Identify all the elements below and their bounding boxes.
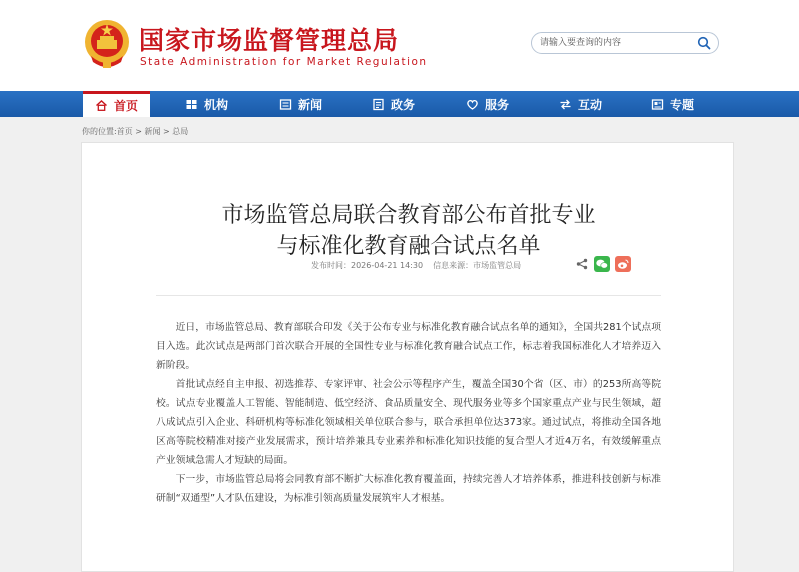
meta-divider — [156, 295, 661, 296]
source-label: 信息来源： — [433, 261, 474, 270]
interaction-icon — [559, 98, 572, 111]
home-icon — [95, 99, 108, 112]
nav-item-news[interactable] — [279, 91, 322, 117]
article-paragraph: 近日，市场监管总局、教育部联合印发《关于公布专业与标准化教育融合试点名单的通知》，全国共281个试点项目入选。此次试点是两部门首次联合开展的全国性专业与标准化教育融合试点工作，标志着我国标准化人才培养迈入新阶段。 — [156, 322, 661, 371]
nav-item-organization[interactable] — [185, 91, 228, 117]
article-container — [81, 142, 734, 572]
breadcrumb-separator: > — [132, 127, 145, 136]
breadcrumb-separator: > — [160, 127, 173, 136]
share-bar — [576, 255, 631, 272]
nav-item-service[interactable] — [466, 91, 509, 117]
publish-label: 发布时间： — [311, 261, 351, 270]
article-title — [82, 200, 735, 262]
organization-icon — [185, 98, 198, 111]
nav-label-organization: 机构 — [204, 97, 229, 112]
site-title-english: State Administration for Market Regulation — [140, 56, 428, 68]
search-input[interactable] — [540, 33, 690, 53]
nav-label-news: 新闻 — [298, 97, 323, 112]
government-affairs-icon — [372, 98, 385, 111]
share-icon[interactable] — [576, 258, 588, 270]
article-paragraph: 下一步，市场监管总局将会同教育部不断扩大标准化教育覆盖面，持续完善人才培养体系，推进科技创新与标准研制“双通型”人才队伍建设，为标准引领高质量发展筑牢人才根基。 — [156, 474, 661, 504]
article-paragraph: 首批试点经自主申报、初选推荐、专家评审、社会公示等程序产生，覆盖全国30个省（区、市）的253所高等院校。试点专业覆盖人工智能、智能制造、低空经济、食品质量安全、现代服务业等多个国家重点产业与民生领域，超八成试点引入企业、科研机构等标准化领域相关单位联合参与，联合承担单位达373家。通过试点，将推动全国各地区高等院校精准对接产业发展需求，预计培养兼具专业素养和标准化知识技能的复合型人才近4万名，有效缓解重点产业领域急需人才短缺的局面。 — [156, 379, 661, 466]
breadcrumb-home-link[interactable]: 首页 — [116, 127, 133, 136]
site-title[interactable]: 国家市场监督管理总局 — [139, 26, 400, 55]
breadcrumb — [82, 126, 188, 137]
service-icon — [466, 98, 479, 111]
nav-label-interaction: 互动 — [578, 97, 603, 112]
nav-label-government-affairs: 政务 — [391, 97, 416, 112]
nav-item-home[interactable] — [83, 91, 150, 117]
nav-label-service: 服务 — [485, 97, 510, 112]
article-title-line: 与标准化教育融合试点名单 — [276, 233, 541, 259]
article-meta — [311, 260, 521, 271]
nav-label-topics: 专题 — [670, 97, 695, 112]
topics-icon — [651, 98, 664, 111]
news-icon — [279, 98, 292, 111]
breadcrumb-news-link[interactable]: 新闻 — [144, 127, 161, 136]
article-title-line: 市场监管总局联合教育部公布首批专业 — [221, 202, 596, 228]
site-header — [0, 0, 799, 91]
national-emblem-icon[interactable] — [83, 18, 131, 70]
breadcrumb-headquarters-link[interactable]: 总局 — [172, 127, 189, 136]
search-box — [531, 32, 719, 54]
article-body — [156, 318, 661, 508]
weibo-icon[interactable] — [615, 256, 631, 272]
publish-time: 2026-04-21 14:30 — [351, 261, 424, 270]
nav-item-government-affairs[interactable] — [372, 91, 415, 117]
nav-label-home: 首页 — [114, 99, 139, 113]
article-source: 市场监管总局 — [473, 261, 522, 270]
breadcrumb-prefix: 你的位置: — [82, 127, 117, 136]
nav-item-topics[interactable] — [651, 91, 694, 117]
nav-item-interaction[interactable] — [559, 91, 602, 117]
wechat-icon[interactable] — [594, 256, 610, 272]
main-nav — [0, 91, 799, 117]
search-icon[interactable] — [697, 36, 711, 50]
